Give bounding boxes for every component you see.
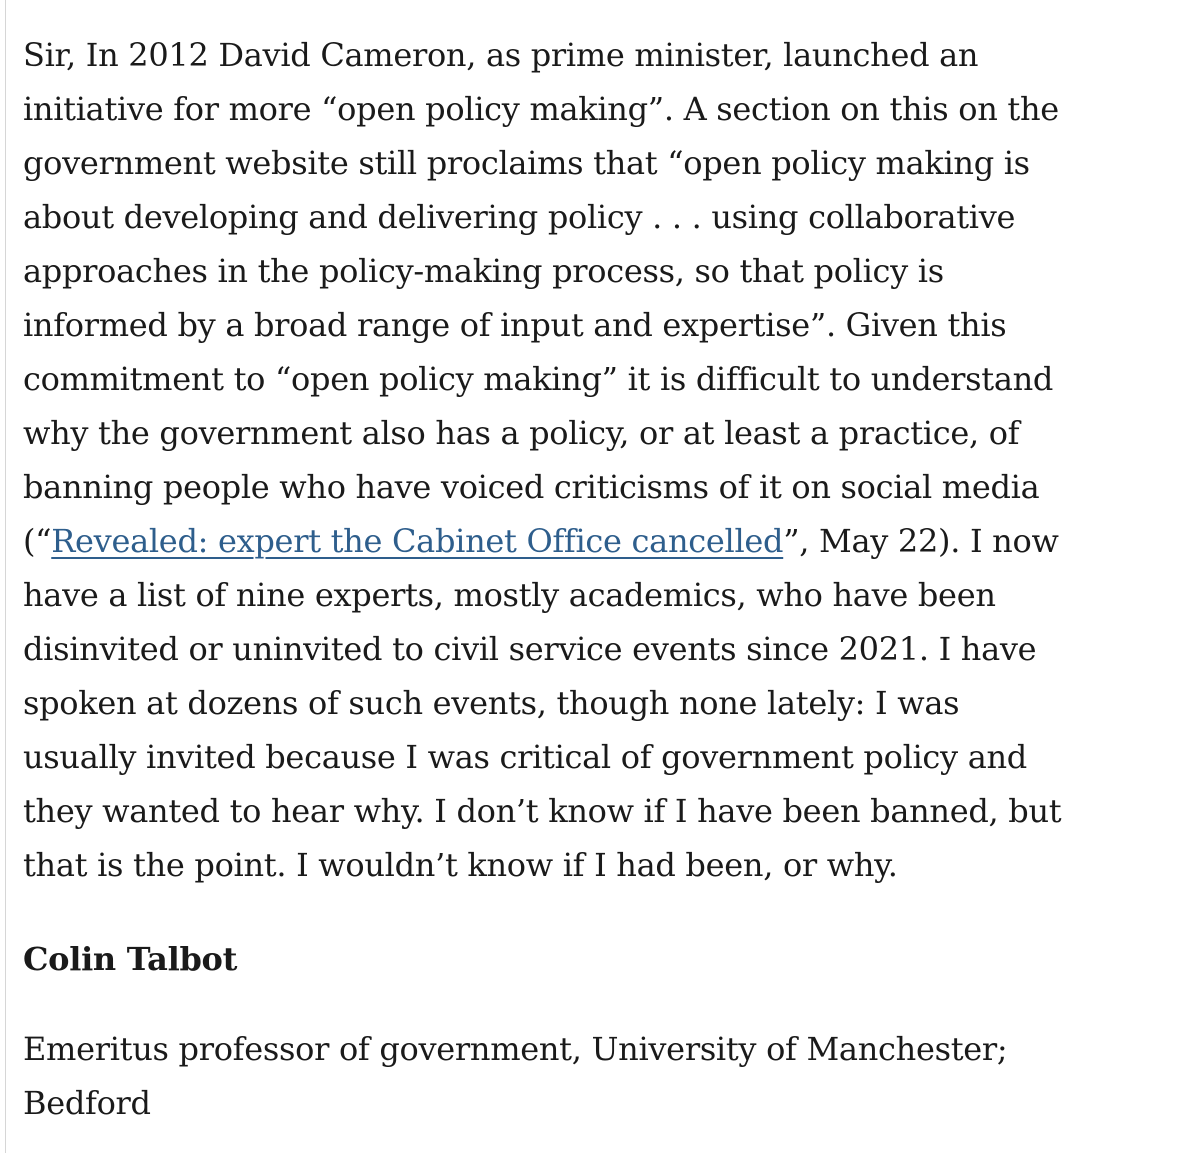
letter-body-text-start: Sir, In 2012 David Cameron, as prime minister, launched an initiative for more “open policy making”. A section on this on the government website still proclaims that “open policy making is about developing and delivering policy . . . using collaborative approaches in the policy-making process, so that policy is informed by a broad range of input and expertise”. Given this commitment to “open policy making” it is difficult to understand why the government also has a policy, or at least a practice, of banning people who have voiced criticisms of it on social media (“ [23,36,1059,560]
letter-to-editor [23,28,1183,1130]
left-divider [5,0,6,1153]
letter-body-text-end: ”, May 22). I now have a list of nine experts, mostly academics, who have been disinvited or uninvited to civil service events since 2021. I have spoken at dozens of such events, though none lately: I was usually invited because I was critical of government policy and they wanted to hear why. I don’t know if I have been banned, but that is the point. I wouldn’t know if I had been, or why. [23,522,1062,884]
article-link[interactable]: Revealed: expert the Cabinet Office cancelled [51,522,784,560]
author-affiliation: Emeritus professor of government, University of Manchester; Bedford [23,1030,1008,1122]
letter-body [23,28,1183,892]
author-name: Colin Talbot [23,940,238,978]
